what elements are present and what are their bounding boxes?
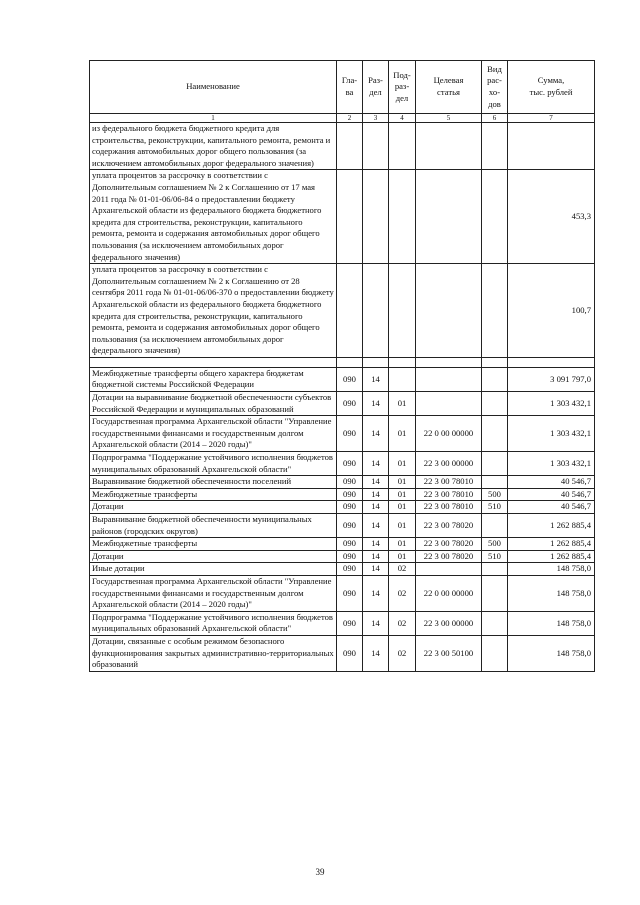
cell-tselevaya-statya: 22 3 00 78010 <box>416 476 482 489</box>
cell-glava: 090 <box>337 392 363 416</box>
cell-razdel: 14 <box>363 476 389 489</box>
table-row <box>90 357 595 367</box>
cell-vid-raskhodov <box>482 264 508 358</box>
cell-tselevaya-statya: 22 3 00 50100 <box>416 635 482 671</box>
cell-podrazdel: 01 <box>389 514 416 538</box>
table-row <box>90 563 595 576</box>
budget-table <box>89 60 595 672</box>
cell-glava: 090 <box>337 452 363 476</box>
table-row <box>90 550 595 563</box>
cell-glava: 090 <box>337 476 363 489</box>
cell-name: Дотации, связанные с особым режимом безопасного функционирования закрытых административно-территориальных образований <box>90 635 337 671</box>
cell-glava: 090 <box>337 635 363 671</box>
cell-tselevaya-statya <box>416 123 482 170</box>
cell-vid-raskhodov <box>482 611 508 635</box>
cell-vid-raskhodov <box>482 635 508 671</box>
header-vid-raskhodov: Вид рас- хо- дов <box>482 61 508 114</box>
cell-tselevaya-statya <box>416 392 482 416</box>
cell-name <box>90 357 337 367</box>
cell-tselevaya-statya: 22 0 00 00000 <box>416 416 482 452</box>
cell-glava: 090 <box>337 563 363 576</box>
table-row <box>90 416 595 452</box>
cell-vid-raskhodov: 500 <box>482 488 508 501</box>
cell-glava: 090 <box>337 611 363 635</box>
cell-name: Подпрограмма "Поддержание устойчивого исполнения бюджетов муниципальных образований Архангельской области" <box>90 452 337 476</box>
cell-name: Дотации <box>90 501 337 514</box>
cell-summa: 148 758,0 <box>508 611 595 635</box>
table-row <box>90 635 595 671</box>
table-row <box>90 264 595 358</box>
cell-vid-raskhodov <box>482 416 508 452</box>
cell-summa: 3 091 797,0 <box>508 367 595 391</box>
cell-razdel: 14 <box>363 514 389 538</box>
cell-glava: 090 <box>337 416 363 452</box>
cell-summa: 1 303 432,1 <box>508 416 595 452</box>
cell-vid-raskhodov <box>482 357 508 367</box>
cell-summa: 1 262 885,4 <box>508 550 595 563</box>
cell-name: из федерального бюджета бюджетного кредита для строительства, реконструкции, капитального ремонта, ремонта и содержания автомобильных дорог общего пользования (за исключением автомобильных дорог федерального значения) <box>90 123 337 170</box>
cell-summa: 148 758,0 <box>508 563 595 576</box>
table-row <box>90 367 595 391</box>
cell-vid-raskhodov: 510 <box>482 550 508 563</box>
table-row <box>90 538 595 551</box>
table-row <box>90 575 595 611</box>
table-header-row <box>90 61 595 114</box>
header-glava: Гла- ва <box>337 61 363 114</box>
header-podrazdel: Под- раз- дел <box>389 61 416 114</box>
header-summa: Сумма, тыс. рублей <box>508 61 595 114</box>
cell-glava: 090 <box>337 501 363 514</box>
cell-razdel: 14 <box>363 501 389 514</box>
cell-tselevaya-statya: 22 3 00 00000 <box>416 611 482 635</box>
budget-table-container <box>89 60 594 672</box>
cell-glava <box>337 357 363 367</box>
cell-razdel: 14 <box>363 416 389 452</box>
cell-name: уплата процентов за рассрочку в соответствии с Дополнительным соглашением № 2 к Соглашению от 28 сентября 2011 года № 01-01-06/06-370 о предоставлении бюджету Архангельской области из федерального бюджета бюджетного кредита для строительства, реконструкции, капитального ремонта, ремонта и содержания автомобильных дорог общего пользования (за исключением автомобильных дорог федерального значения) <box>90 264 337 358</box>
cell-summa: 1 303 432,1 <box>508 392 595 416</box>
cell-vid-raskhodov <box>482 123 508 170</box>
cell-razdel: 14 <box>363 611 389 635</box>
cell-razdel: 14 <box>363 575 389 611</box>
cell-podrazdel <box>389 264 416 358</box>
cell-podrazdel: 01 <box>389 476 416 489</box>
cell-tselevaya-statya: 22 3 00 00000 <box>416 452 482 476</box>
cell-podrazdel: 01 <box>389 501 416 514</box>
table-row <box>90 452 595 476</box>
cell-razdel: 14 <box>363 563 389 576</box>
column-number: 7 <box>508 114 595 123</box>
cell-summa: 1 262 885,4 <box>508 514 595 538</box>
cell-glava: 090 <box>337 550 363 563</box>
cell-glava: 090 <box>337 488 363 501</box>
column-number: 5 <box>416 114 482 123</box>
cell-summa <box>508 357 595 367</box>
cell-razdel: 14 <box>363 392 389 416</box>
cell-vid-raskhodov <box>482 367 508 391</box>
cell-vid-raskhodov: 500 <box>482 538 508 551</box>
cell-name: Выравнивание бюджетной обеспеченности поселений <box>90 476 337 489</box>
cell-vid-raskhodov <box>482 170 508 264</box>
table-row <box>90 514 595 538</box>
cell-podrazdel: 02 <box>389 575 416 611</box>
cell-vid-raskhodov: 510 <box>482 501 508 514</box>
column-number-row <box>90 114 595 123</box>
table-body <box>90 123 595 672</box>
cell-tselevaya-statya: 22 3 00 78010 <box>416 501 482 514</box>
cell-summa: 148 758,0 <box>508 635 595 671</box>
cell-tselevaya-statya <box>416 170 482 264</box>
cell-podrazdel <box>389 367 416 391</box>
cell-vid-raskhodov <box>482 476 508 489</box>
cell-podrazdel: 01 <box>389 538 416 551</box>
cell-name: уплата процентов за рассрочку в соответствии с Дополнительным соглашением № 2 к Соглашению от 17 мая 2011 года № 01-01-06/06-84 о предоставлении бюджету Архангельской области из федерального бюджета бюджетного кредита для строительства, реконструкции, капитального ремонта, ремонта и содержания автомобильных дорог общего пользования (за исключением автомобильных дорог федерального значения) <box>90 170 337 264</box>
cell-summa: 1 262 885,4 <box>508 538 595 551</box>
cell-glava <box>337 123 363 170</box>
cell-summa: 453,3 <box>508 170 595 264</box>
cell-glava: 090 <box>337 367 363 391</box>
cell-tselevaya-statya <box>416 264 482 358</box>
cell-name: Подпрограмма "Поддержание устойчивого исполнения бюджетов муниципальных образований Архангельской области" <box>90 611 337 635</box>
cell-name: Дотации <box>90 550 337 563</box>
cell-podrazdel <box>389 123 416 170</box>
cell-name: Межбюджетные трансферты общего характера бюджетам бюджетной системы Российской Федерации <box>90 367 337 391</box>
cell-razdel: 14 <box>363 367 389 391</box>
cell-podrazdel: 02 <box>389 635 416 671</box>
cell-name: Государственная программа Архангельской области "Управление государственными финансами и государственным долгом Архангельской области (2014 – 2020 годы)" <box>90 416 337 452</box>
table-row <box>90 392 595 416</box>
cell-tselevaya-statya <box>416 367 482 391</box>
cell-glava: 090 <box>337 514 363 538</box>
cell-glava: 090 <box>337 575 363 611</box>
cell-tselevaya-statya <box>416 357 482 367</box>
cell-podrazdel: 01 <box>389 488 416 501</box>
cell-summa: 148 758,0 <box>508 575 595 611</box>
table-row <box>90 123 595 170</box>
cell-razdel <box>363 264 389 358</box>
cell-podrazdel: 01 <box>389 550 416 563</box>
cell-podrazdel: 01 <box>389 416 416 452</box>
column-number: 1 <box>90 114 337 123</box>
cell-podrazdel: 01 <box>389 452 416 476</box>
header-razdel: Раз- дел <box>363 61 389 114</box>
cell-name: Государственная программа Архангельской области "Управление государственными финансами и государственным долгом Архангельской области (2014 – 2020 годы)" <box>90 575 337 611</box>
cell-vid-raskhodov <box>482 392 508 416</box>
cell-razdel: 14 <box>363 635 389 671</box>
cell-glava <box>337 170 363 264</box>
cell-summa: 100,7 <box>508 264 595 358</box>
cell-razdel: 14 <box>363 550 389 563</box>
cell-summa: 40 546,7 <box>508 501 595 514</box>
column-number: 3 <box>363 114 389 123</box>
cell-razdel <box>363 357 389 367</box>
cell-summa: 40 546,7 <box>508 488 595 501</box>
cell-name: Выравнивание бюджетной обеспеченности муниципальных районов (городских округов) <box>90 514 337 538</box>
cell-name: Иные дотации <box>90 563 337 576</box>
cell-tselevaya-statya: 22 0 00 00000 <box>416 575 482 611</box>
cell-podrazdel: 02 <box>389 563 416 576</box>
cell-summa: 1 303 432,1 <box>508 452 595 476</box>
cell-vid-raskhodov <box>482 575 508 611</box>
column-number: 4 <box>389 114 416 123</box>
cell-tselevaya-statya: 22 3 00 78020 <box>416 514 482 538</box>
cell-podrazdel <box>389 170 416 264</box>
cell-name: Межбюджетные трансферты <box>90 488 337 501</box>
cell-name: Межбюджетные трансферты <box>90 538 337 551</box>
cell-glava: 090 <box>337 538 363 551</box>
header-name: Наименование <box>90 61 337 114</box>
column-number: 2 <box>337 114 363 123</box>
cell-vid-raskhodov <box>482 514 508 538</box>
cell-summa <box>508 123 595 170</box>
table-row <box>90 170 595 264</box>
cell-vid-raskhodov <box>482 563 508 576</box>
cell-tselevaya-statya: 22 3 00 78010 <box>416 488 482 501</box>
cell-name: Дотации на выравнивание бюджетной обеспеченности субъектов Российской Федерации и муниципальных образований <box>90 392 337 416</box>
table-row <box>90 488 595 501</box>
cell-podrazdel: 02 <box>389 611 416 635</box>
table-row <box>90 611 595 635</box>
cell-tselevaya-statya: 22 3 00 78020 <box>416 538 482 551</box>
table-row <box>90 501 595 514</box>
cell-tselevaya-statya <box>416 563 482 576</box>
cell-podrazdel: 01 <box>389 392 416 416</box>
page-number: 39 <box>315 867 325 877</box>
cell-razdel <box>363 170 389 264</box>
cell-razdel: 14 <box>363 488 389 501</box>
cell-glava <box>337 264 363 358</box>
cell-vid-raskhodov <box>482 452 508 476</box>
cell-razdel: 14 <box>363 538 389 551</box>
cell-razdel <box>363 123 389 170</box>
header-tselevaya-statya: Целевая статья <box>416 61 482 114</box>
column-number: 6 <box>482 114 508 123</box>
cell-tselevaya-statya: 22 3 00 78020 <box>416 550 482 563</box>
cell-summa: 40 546,7 <box>508 476 595 489</box>
cell-podrazdel <box>389 357 416 367</box>
cell-razdel: 14 <box>363 452 389 476</box>
table-row <box>90 476 595 489</box>
